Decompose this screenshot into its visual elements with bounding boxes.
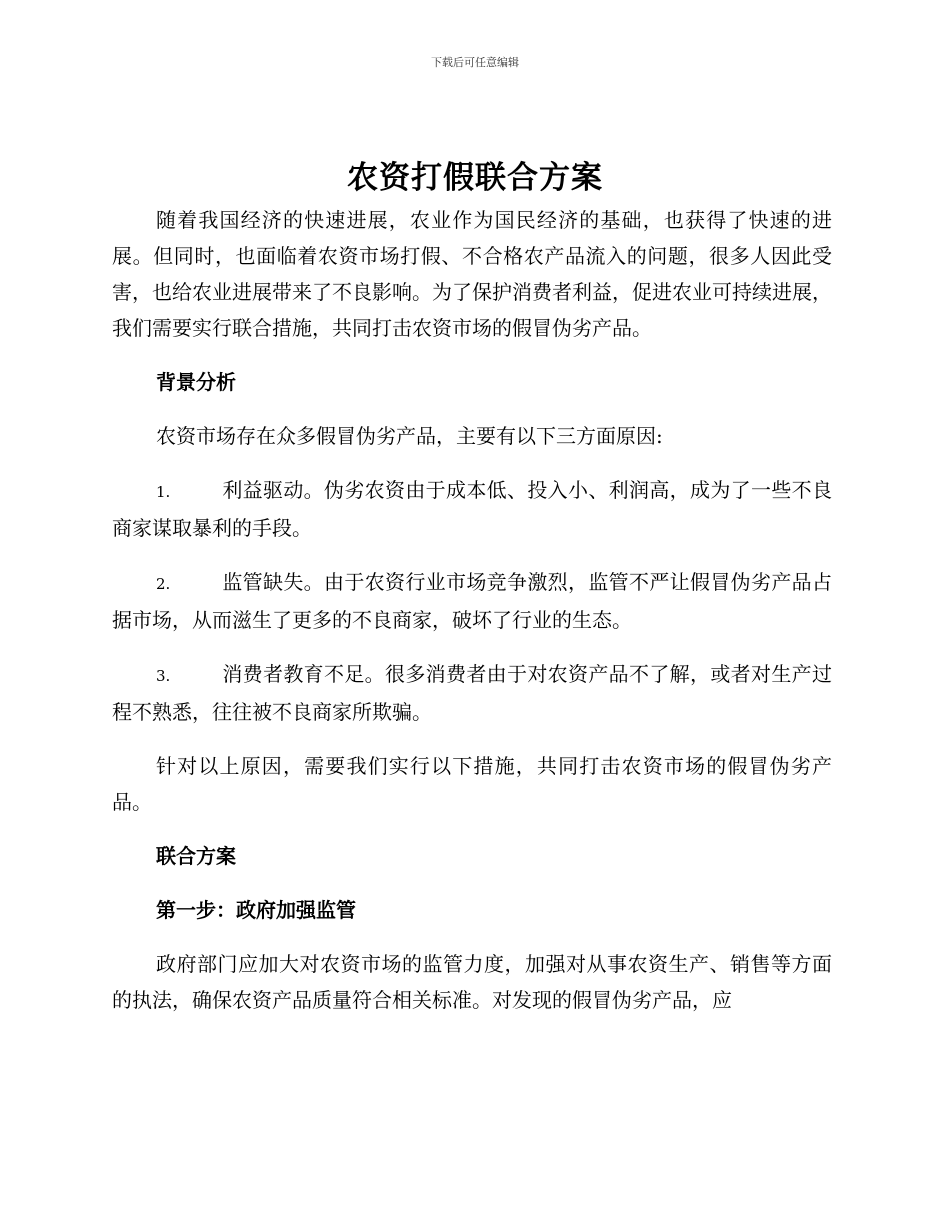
background-lead-paragraph: 农资市场存在众多假冒伪劣产品，主要有以下三方面原因: [156, 424, 663, 448]
background-conclusion-paragraph: 针对以上原因，需要我们实行以下措施，共同打击农资市场的假冒伪劣产品。 [112, 754, 832, 814]
step1-paragraph: 政府部门应加大对农资市场的监管力度，加强对从事农资生产、销售等方面的执法，确保农资产品质量符合相关标准。对发现的假冒伪劣产品，应 [112, 952, 832, 1012]
list-item-number: 3. [156, 667, 171, 685]
list-item [112, 472, 832, 546]
page-header-note: 下载后可任意编辑 [431, 56, 519, 69]
list-item [112, 656, 832, 730]
list-item-number: 2. [156, 575, 171, 593]
section-heading-background: 背景分析 [156, 370, 236, 394]
section-heading-plan: 联合方案 [156, 844, 236, 868]
list-item-text: 利益驱动。伪劣农资由于成本低、投入小、利润高，成为了一些不良商家谋取暴利的手段。 [112, 478, 832, 540]
subheading-step1: 第一步：政府加强监管 [156, 898, 356, 922]
list-item-number: 1. [156, 483, 171, 501]
document-title: 农资打假联合方案 [347, 160, 603, 196]
document-body [112, 202, 832, 1018]
list-item [112, 564, 832, 638]
intro-paragraph: 随着我国经济的快速进展，农业作为国民经济的基础，也获得了快速的进展。但同时，也面临着农资市场打假、不合格农产品流入的问题，很多人因此受害，也给农业进展带来了不良影响。为了保护消费者利益，促进农业可持续进展，我们需要实行联合措施，共同打击农资市场的假冒伪劣产品。 [112, 208, 832, 340]
list-item-text: 监管缺失。由于农资行业市场竞争激烈，监管不严让假冒伪劣产品占据市场，从而滋生了更多的不良商家，破坏了行业的生态。 [112, 570, 832, 632]
list-item-text: 消费者教育不足。很多消费者由于对农资产品不了解，或者对生产过程不熟悉，往往被不良商家所欺骗。 [112, 662, 832, 724]
